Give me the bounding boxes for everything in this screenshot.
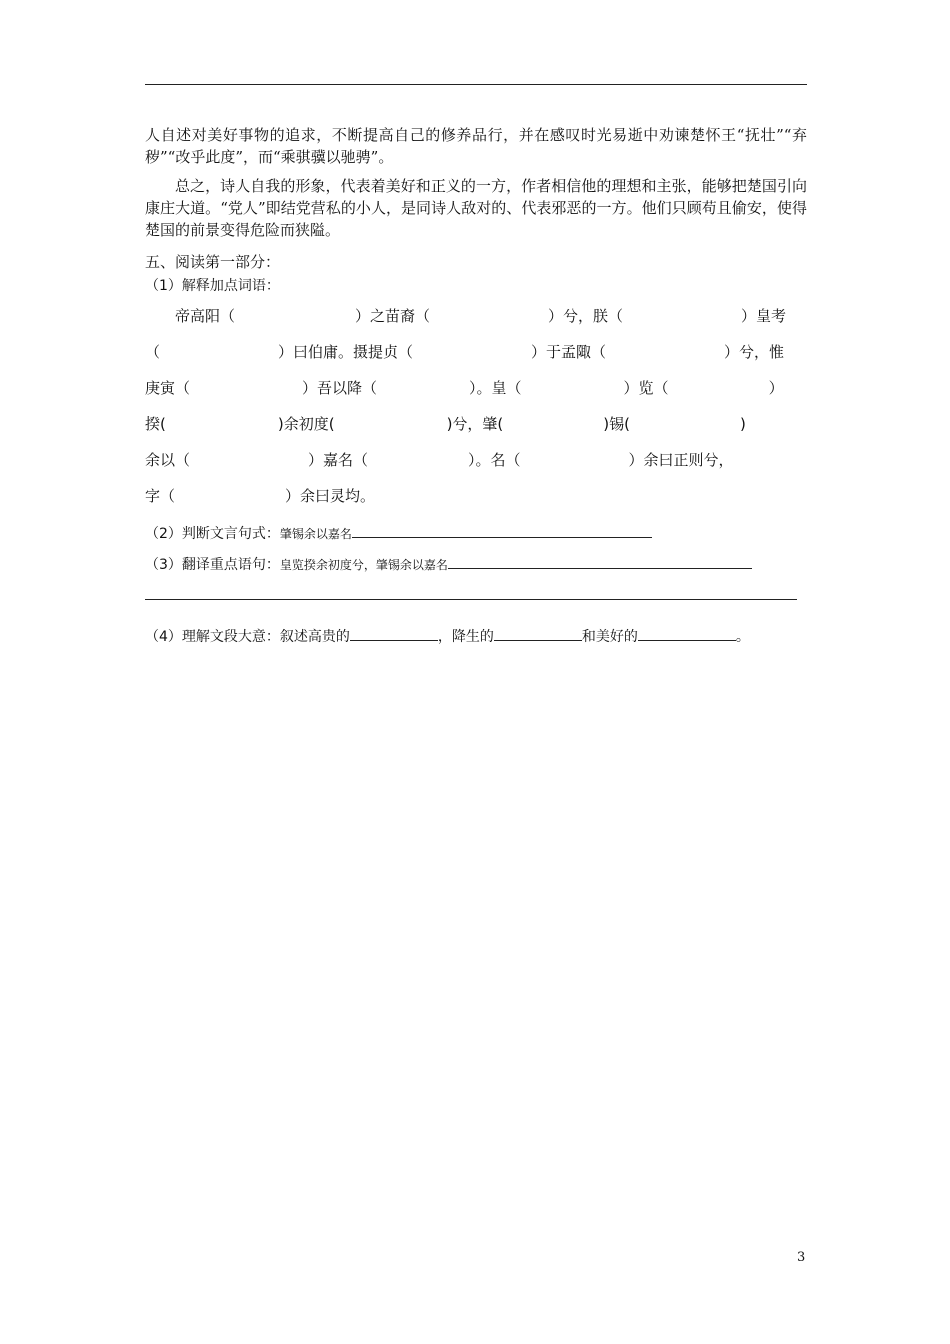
vocab-segment: )余初度( <box>277 415 335 433</box>
vocab-segment: ）余曰灵均。 <box>285 487 376 505</box>
vocab-segment: 字（ <box>145 487 176 505</box>
answer-blank[interactable] <box>638 626 736 641</box>
paragraph-2: 总之，诗人自我的形象，代表着美好和正义的一方，作者相信他的理想和主张，能够把楚国引向康庄大道。“党人”即结党营私的小人，是同诗人敌对的、代表邪恶的一方。他们只顾苟且偷安，使得楚国的前景变得危险而狭隘。 <box>145 177 807 239</box>
page-number: 3 <box>797 1250 806 1265</box>
vocab-line-2 <box>145 341 807 363</box>
vocab-segment: 帝高阳（ <box>175 307 236 325</box>
vocab-segment: )锡( <box>603 415 631 433</box>
answer-blank[interactable] <box>494 626 582 641</box>
vocab-segment: ）余曰正则兮， <box>628 451 734 469</box>
vocab-line-1 <box>145 305 837 327</box>
question-3-text: 皇览揆余初度兮，肇锡余以嘉名 <box>279 558 448 572</box>
answer-blank[interactable] <box>448 554 752 569</box>
question-4-mid-1: ，降生的 <box>437 629 494 645</box>
vocab-segment: ） <box>768 379 784 397</box>
vocab-segment: ）览（ <box>623 379 669 397</box>
question-4 <box>145 626 750 648</box>
answer-blank[interactable] <box>350 626 438 641</box>
vocab-segment: ）。皇（ <box>469 379 522 397</box>
paragraph-1: 人自述对美好事物的追求，不断提高自己的修养品行，并在感叹时光易逝中劝谏楚怀王“抚壮”“弃秽”“改乎此度”，而“乘骐骥以驰骋”。 <box>145 126 807 166</box>
vocab-segment: ）嘉名（ <box>308 451 369 469</box>
answer-line[interactable] <box>145 599 797 600</box>
vocab-segment: ）兮，朕（ <box>548 307 624 325</box>
question-4-end: 。 <box>735 629 750 645</box>
vocab-segment: ）。名（ <box>468 451 521 469</box>
question-3 <box>145 554 752 576</box>
vocab-segment: （ <box>145 343 161 361</box>
vocab-segment: 庚寅（ <box>145 379 191 397</box>
vocab-segment: ）之苗裔（ <box>355 307 431 325</box>
question-1-label: （1）解释加点词语： <box>145 278 280 294</box>
vocab-segment: )兮，肇( <box>446 415 504 433</box>
vocab-line-4 <box>145 413 807 435</box>
question-4-label: （4）理解文段大意：叙述高贵的 <box>145 629 350 645</box>
vocab-segment: ）曰伯庸。摄提贞（ <box>278 343 414 361</box>
vocab-line-5 <box>145 449 807 471</box>
answer-blank[interactable] <box>352 523 652 538</box>
vocab-segment: ）兮，惟 <box>724 343 785 361</box>
vocab-segment: ）于孟陬（ <box>531 343 607 361</box>
vocab-segment: 揆( <box>145 415 166 433</box>
question-2-label: （2）判断文言句式： <box>145 526 280 542</box>
vocab-segment: 余以（ <box>145 451 191 469</box>
vocab-segment: ）皇考 <box>741 307 787 325</box>
question-3-label: （3）翻译重点语句： <box>145 557 280 573</box>
question-4-mid-2: 和美好的 <box>581 629 638 645</box>
vocab-segment: ）吾以降（ <box>302 379 378 397</box>
header-rule <box>145 84 807 85</box>
vocab-segment: ) <box>740 415 746 433</box>
section-heading: 五、阅读第一部分： <box>145 253 281 271</box>
question-2-text: 肇锡余以嘉名 <box>279 527 352 541</box>
question-2 <box>145 523 652 545</box>
vocab-line-3 <box>145 377 807 399</box>
vocab-line-6 <box>145 485 807 507</box>
